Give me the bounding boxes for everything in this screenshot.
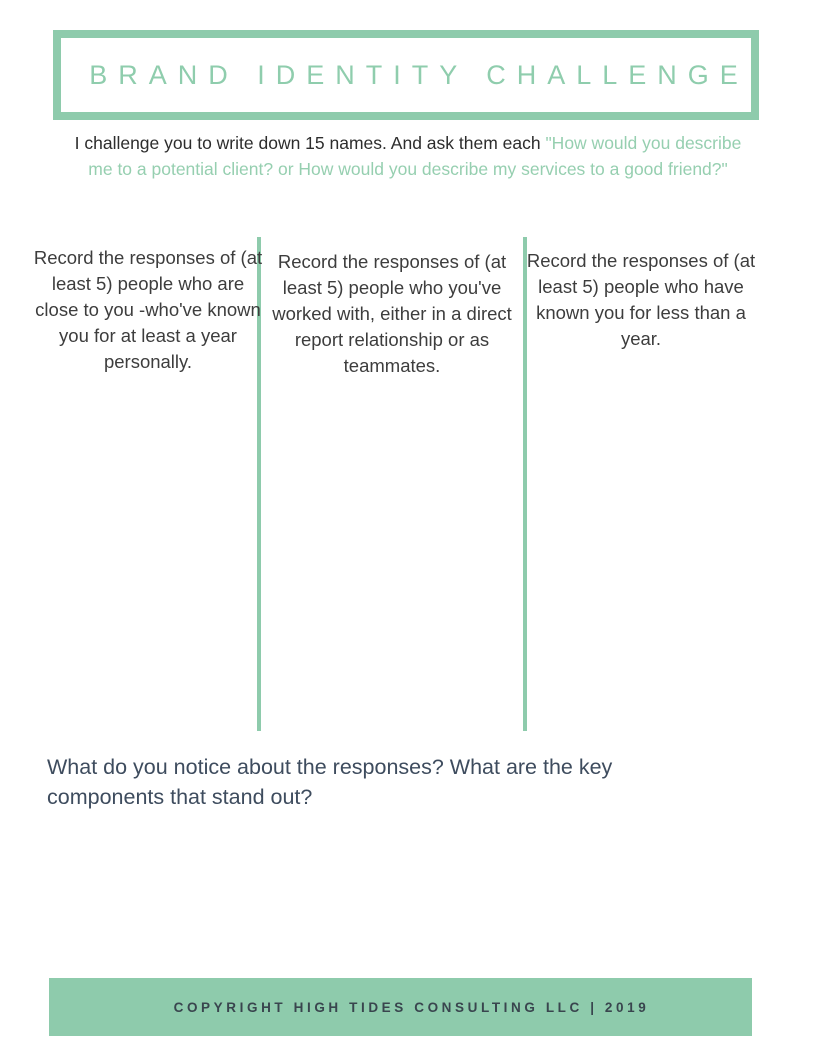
question-line-1: What do you notice about the responses? What are the key (47, 755, 613, 779)
column-2-instruction: Record the responses of (at least 5) people who you've worked with, either in a direct report relationship or as teammates. (272, 251, 512, 376)
question-line-2: components that stand out? (47, 784, 313, 809)
copyright-text: COPYRIGHT HIGH TIDES CONSULTING LLC | 2019 (173, 999, 650, 1015)
intro-paragraph (63, 131, 753, 182)
footer-bar (49, 978, 752, 1036)
page-title: BRAND IDENTITY CHALLENGE (89, 59, 749, 90)
intro-highlight-text: "How would you describe me to a potential client? or How would you describe my services to a good friend?" (88, 133, 742, 179)
title-box (53, 30, 759, 120)
column-3-instruction: Record the responses of (at least 5) people who have known you for less than a year. (526, 250, 756, 349)
intro-plain-text: I challenge you to write down 15 names. And ask them each (74, 133, 546, 153)
question-prompt (47, 753, 612, 812)
column-1-instruction: Record the responses of (at least 5) people who are close to you -who've known you for at least a year personally. (33, 247, 263, 372)
